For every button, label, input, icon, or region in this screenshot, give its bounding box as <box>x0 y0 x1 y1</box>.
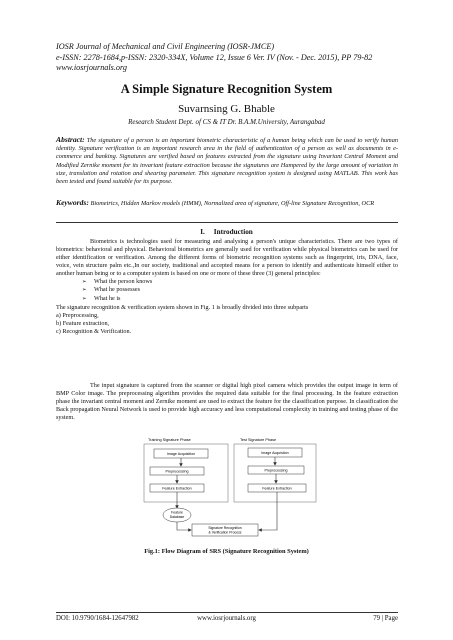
test-box-label: Preprocessing <box>264 468 288 473</box>
paragraph-3: The input signature is captured from the scanner or digital high pixel camera which provides the output image in term of BMP Color image. The preprocessing algorithm provides the required data suitable for the final processing. In the feature extraction phase the invariant central moment and Zernike moment are used to extract the feature for the classification purpose. In classification the Back propagation Neural Network is used to provide high accuracy and less computational complexity in training and testing phase of the system. <box>56 382 398 421</box>
training-box-label: Feature Extraction <box>162 486 192 491</box>
paragraph-2: The signature recognition & verification system shown in Fig. 1 is broadly divided into three subparts <box>56 304 309 312</box>
section-number: I. <box>200 228 205 236</box>
abstract <box>56 136 398 186</box>
abstract-label: Abstract: <box>56 135 85 144</box>
keywords-label: Keywords: <box>56 198 89 207</box>
paragraph-1: Biometrics is technologies used for measuring and analysing a person's unique characteristics. There are two types of biometrics: behavioral and physical. Behavioral biometrics are generally used for verification while physical biometrics can be used for either identification or verification. Among the different forms of biometric recognition systems such as fingerprint, iris, DNA, face, voice, vein structure palm etc.,In our society, traditional and accepted means for a person to identify and authenticate himself either to another human being or to a computer system is based on one or more of these three (3) general principles: <box>56 238 398 277</box>
footer-page: 79 | Page <box>373 615 398 622</box>
flow-diagram <box>140 436 320 546</box>
training-box-label: Preprocessing <box>165 469 189 474</box>
subpart-item: a) Preprocessing, <box>56 312 99 320</box>
author-affiliation: Research Student Dept. of CS & IT Dr. B.A.M.University, Aurangabad <box>128 118 325 126</box>
result-label: Signature Recognition <box>208 526 242 530</box>
section-heading <box>0 228 453 236</box>
paper-title: A Simple Signature Recognition System <box>120 82 333 96</box>
keywords <box>56 199 398 208</box>
section-title: Introduction <box>213 228 253 236</box>
database-label: Database <box>169 515 185 519</box>
test-box-label: Image Acquistion <box>261 451 289 455</box>
journal-header <box>56 42 416 74</box>
test-box-label: Feature Extraction <box>262 486 292 491</box>
arrow-bullet-icon: ➢ <box>82 287 87 294</box>
introduction-text <box>56 238 398 336</box>
arrow <box>177 522 190 530</box>
journal-url: www.iosrjournals.org <box>56 63 127 72</box>
test-phase-label: Test Signature Phase <box>240 438 277 442</box>
abstract-text: The signature of a person is an important biometric characteristic of a human being which can be used to verify human identity. Signature verification is an important research area in the field of authentication of a person as well as documents in e-commerce and banking. Signatures are verified based on features extracted from the signature using Invariant Central Moment and Modified Zernike moment for its invariant feature extraction because the signatures are Hampered by the large amount of variation in size, translation and rotation and shearing parameter. This signature recognition system is designed using MATLAB. This work has been tested and found suitable for its purpose. <box>56 137 398 186</box>
abstract-divider <box>56 222 398 223</box>
subpart-item: c) Recognition & Verification. <box>56 327 132 335</box>
journal-issn: e-ISSN: 2278-1684,p-ISSN: 2320-334X, Volume 12, Issue 6 Ver. IV (Nov. - Dec. 2015), PP 79-82 <box>56 52 373 62</box>
result-label: & Verification Process <box>208 530 242 535</box>
figure-caption: Fig.1: Flow Diagram of SRS (Signature Recognition System) <box>144 548 309 555</box>
training-box-label: Image Acquisition <box>166 452 196 456</box>
arrow-bullet-icon: ➢ <box>82 296 87 303</box>
arrow <box>260 492 277 530</box>
author-name: Suvarnsing G. Bhable <box>178 103 275 115</box>
keywords-text: Biometrics, Hidden Markov models (HMM), Normalized area of signature, Off-line Signature Recognition, OCR <box>90 200 375 207</box>
bullet-item: ➢ What he possesses <box>82 286 141 294</box>
bullet-item: ➢ What he is <box>82 295 121 303</box>
arrow-bullet-icon: ➢ <box>82 278 87 285</box>
bullet-item: ➢ What the person knows <box>82 277 153 285</box>
journal-name: IOSR Journal of Mechanical and Civil Engineering (IOSR-JMCE) <box>56 42 275 51</box>
footer-site: www.iosrjournals.org <box>197 615 256 622</box>
footer-doi: DOI: 10.9790/1684-12647982 <box>56 615 139 622</box>
training-phase-label: Training Signature Phase <box>148 438 191 442</box>
footer-divider <box>56 612 398 613</box>
database-label: Feature <box>171 510 183 515</box>
subpart-item: b) Feature extraction, <box>56 320 110 328</box>
